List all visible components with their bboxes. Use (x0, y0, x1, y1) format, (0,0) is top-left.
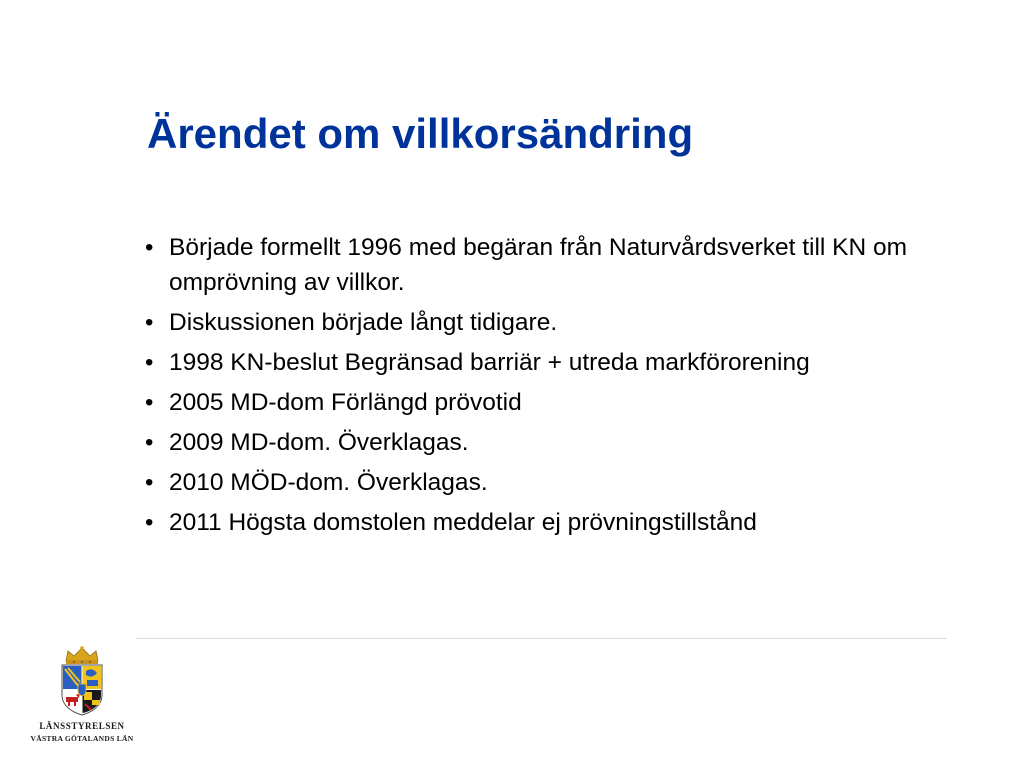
bullet-text: 2005 MD-dom Förlängd prövotid (169, 389, 522, 416)
bullet-text: 2010 MÖD-dom. Överklagas. (169, 469, 488, 496)
bullet-item (145, 345, 945, 380)
bullet-marker: • (145, 309, 154, 336)
bullet-marker: • (145, 469, 154, 496)
bullet-marker: • (145, 234, 154, 261)
logo-text-line2: VÄSTRA GÖTALANDS LÄN (30, 734, 134, 743)
logo-text-line1: LÄNSSTYRELSEN (39, 721, 125, 731)
lansstyrelsen-logo (18, 645, 146, 747)
bullet-item (145, 425, 945, 460)
bullet-item (145, 230, 945, 300)
bullet-text: Började formellt 1996 med begäran från Naturvårdsverket till KN om omprövning av villkor. (169, 234, 908, 296)
bullet-text: 2009 MD-dom. Överklagas. (169, 429, 469, 456)
bullet-item (145, 465, 945, 500)
bullet-marker: • (145, 429, 154, 456)
coat-of-arms-icon (56, 645, 108, 717)
bullet-item (145, 385, 945, 420)
footer-divider (136, 638, 947, 639)
bullet-marker: • (145, 389, 154, 416)
bullet-text: 1998 KN-beslut Begränsad barriär + utreda markförorening (169, 349, 810, 376)
bullet-item (145, 505, 945, 540)
bullet-marker: • (145, 349, 154, 376)
bullet-list (145, 230, 945, 545)
bullet-text: 2011 Högsta domstolen meddelar ej prövningstillstånd (169, 509, 757, 536)
bullet-item (145, 305, 945, 340)
bullet-text: Diskussionen började långt tidigare. (169, 309, 558, 336)
slide-title: Ärendet om villkorsändring (147, 110, 694, 157)
bullet-marker: • (145, 509, 154, 536)
